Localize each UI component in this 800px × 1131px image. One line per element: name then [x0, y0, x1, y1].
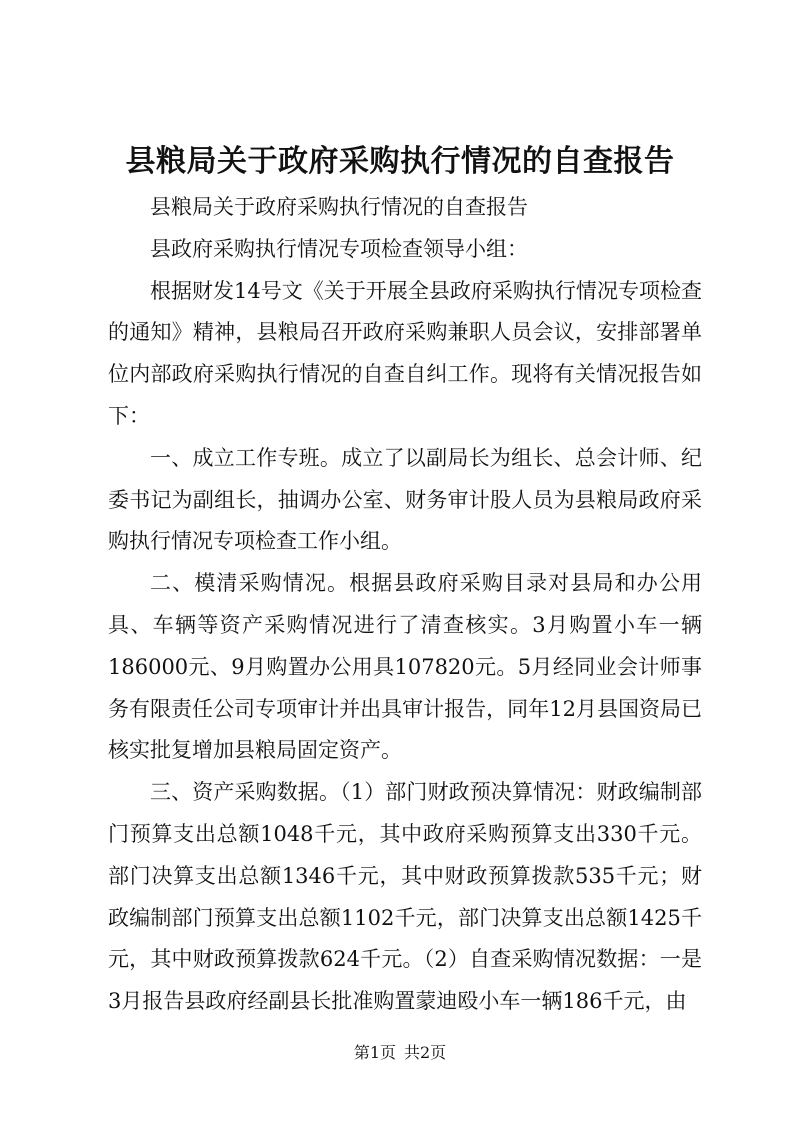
- page-footer: [0, 1043, 800, 1063]
- page-number-total: 共2页: [404, 1043, 447, 1062]
- document-body: [108, 187, 702, 1023]
- paragraph-addressee: 县政府采购执行情况专项检查领导小组：: [150, 236, 528, 261]
- paragraph-intro: 根据财发14号文《关于开展全县政府采购执行情况专项检查的通知》精神，县粮局召开政府采购兼职人员会议，安排部署单位内部政府采购执行情况的自查自纠工作。现将有关情况报告如下：: [108, 278, 702, 428]
- paragraph-section-1: 一、成立工作专班。成立了以副局长为组长、总会计师、纪委书记为副组长，抽调办公室、财务审计股人员为县粮局政府采购执行情况专项检查工作小组。: [108, 445, 702, 554]
- paragraph-section-2: 二、模清采购情况。根据县政府采购目录对县局和办公用具、车辆等资产采购情况进行了清查核实。3月购置小车一辆186000元、9月购置办公用具107820元。5月经同业会计师事务有限责任公司专项审计并出具审计报告，同年12月县国资局已核实批复增加县粮局固定资产。: [108, 571, 702, 763]
- paragraph-section-3: 三、资产采购数据。（1）部门财政预决算情况：财政编制部门预算支出总额1048千元，其中政府采购预算支出330千元。部门决算支出总额1346千元，其中财政预算拨款535千元；财政编制部门预算支出总额1102千元，部门决算支出总额1425千元，其中财政预算拨款624千元。（2）自查采购情况数据：一是3月报告县政府经副县长批准购置蒙迪殴小车一辆186千元，由: [108, 780, 702, 1014]
- document-title: 县粮局关于政府采购执行情况的自查报告: [125, 144, 675, 179]
- page-number-current: 第1页: [353, 1043, 396, 1062]
- paragraph-subtitle: 县粮局关于政府采购执行情况的自查报告: [150, 195, 528, 219]
